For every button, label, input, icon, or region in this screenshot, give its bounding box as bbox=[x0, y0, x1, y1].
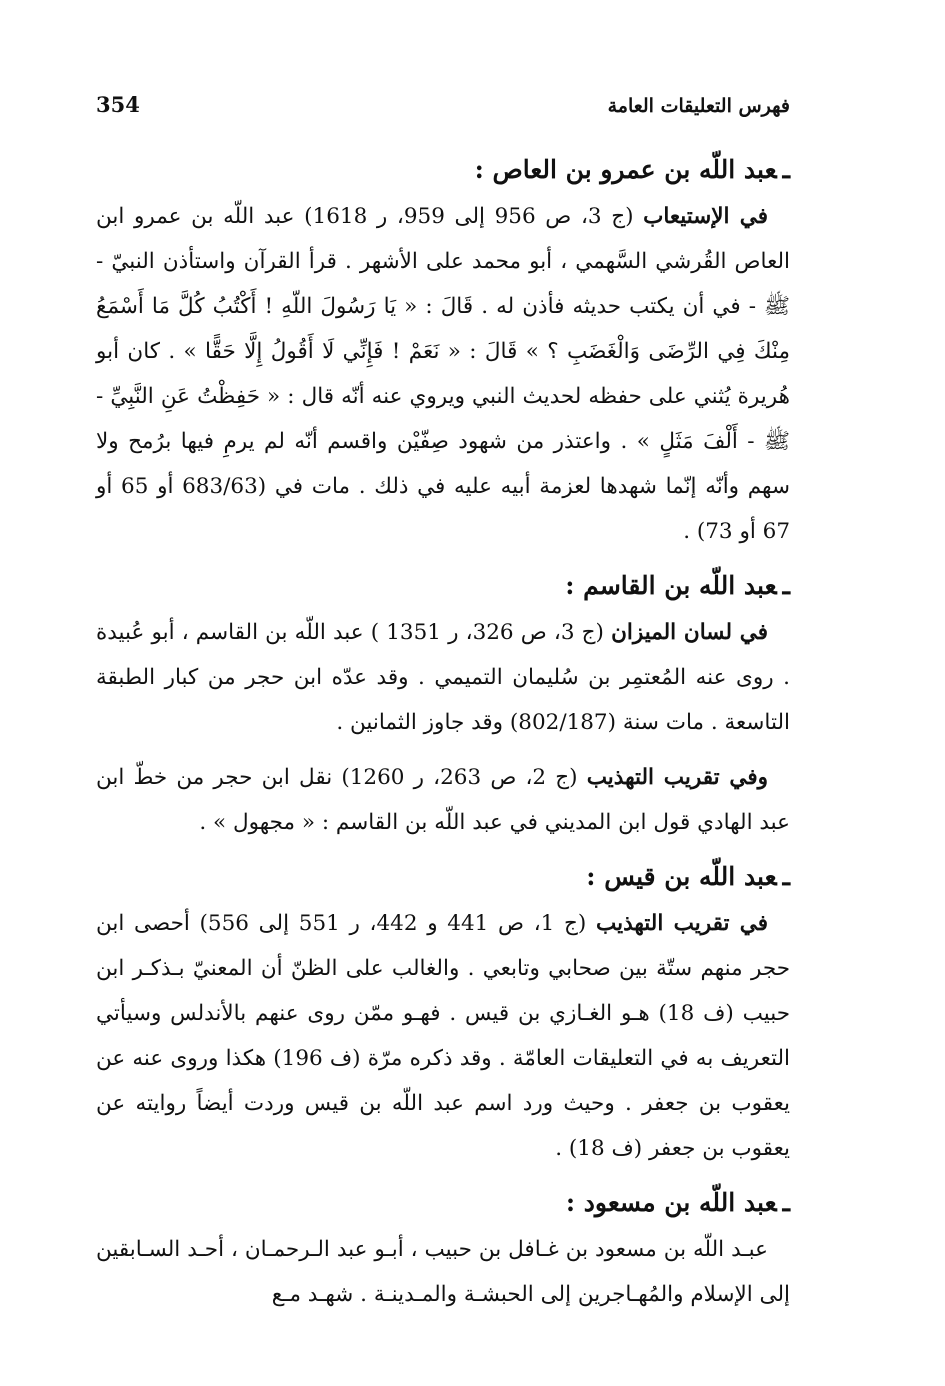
entry-abdullah-ibn-amr bbox=[96, 148, 790, 554]
source-title: وفي تقريب التهذيب bbox=[586, 765, 769, 790]
entry-dash: ـ bbox=[782, 862, 790, 891]
paragraph-text: (ج 1، ص 441 و 442، ر 551 إلى 556) أحصى ابن حجر منهم ستّة بين صحابي وتابعي . والغالب على الظنّ أن المعنيّ بـذكـر ابن حبيب (ف 18) هـو الغـازي بن قيس . فهـو ممّن روى عنهم بالأندلس وسيأتي التعريف به في التعليقات العامّة . وقد ذكره مرّة (ف 196) هكذا وروى عنه عن يعقوب بن جعفر . وحيث ورد اسم عبد اللّه بن قيس وردت أيضاً روايته عن يعقوب بن جعفر (ف 18) . bbox=[96, 911, 790, 1161]
entry-heading-text: عبد اللّه بن القاسم : bbox=[565, 571, 777, 600]
page-number: 354 bbox=[96, 92, 140, 117]
entry-dash: ـ bbox=[782, 155, 790, 184]
entry-abdullah-ibn-masud bbox=[96, 1181, 790, 1317]
entry-heading-text: عبد اللّه بن قيس : bbox=[586, 862, 777, 891]
entry-paragraph bbox=[96, 610, 790, 745]
entry-heading bbox=[96, 564, 790, 608]
entry-abdullah-ibn-al-qasim bbox=[96, 564, 790, 845]
source-title: في تقريب التهذيب bbox=[595, 911, 768, 936]
entry-dash: ـ bbox=[782, 1188, 790, 1217]
running-title: فهرس التعليقات العامة bbox=[607, 95, 790, 117]
entry-heading-text: عبد اللّه بن مسعود : bbox=[565, 1188, 777, 1217]
entry-abdullah-ibn-qays bbox=[96, 855, 790, 1171]
entry-paragraph bbox=[96, 755, 790, 845]
entry-heading bbox=[96, 1181, 790, 1225]
paragraph-text: (ج 3، ص 326، ر 1351 ) عبد اللّه بن القاسم ، أبو عُبيدة . روى عنه المُعتمِر بن سُليمان التميمي . وقد عدّه ابن حجر من كبار الطبقة التاسعة . مات سنة (802/187) وقد جاوز الثمانين . bbox=[96, 620, 790, 735]
source-title: في الإستيعاب bbox=[643, 204, 768, 229]
entry-heading bbox=[96, 855, 790, 899]
running-head bbox=[96, 92, 790, 144]
paragraph-text: (ج 2، ص 263، ر 1260) نقل ابن حجر من خطّ ابن عبد الهادي قول ابن المديني في عبد اللّه بن القاسم : « مجهول » . bbox=[96, 765, 790, 835]
source-title: في لسان الميزان bbox=[611, 620, 768, 645]
paragraph-text: عبـد اللّه بن مسعود بن غـافل بن حبيب ، أبـو عبد الـرحمـان ، أحـد السـابقين إلى الإسلام والمُهـاجرين إلى الحبشـة والمـدينـة . شهـد مـع bbox=[96, 1237, 790, 1307]
entry-paragraph bbox=[96, 1227, 790, 1317]
book-page bbox=[96, 92, 790, 1352]
entry-dash: ـ bbox=[782, 571, 790, 600]
paragraph-text: (ج 3، ص 956 إلى 959، ر 1618) عبد اللّه بن عمرو ابن العاص القُرشي السَّهمي ، أبو محمد على الأشهر . قرأ القرآن واستأذن النبيّ - ﷺ - في أن يكتب حديثه فأذن له . قَالَ : « يَا رَسُولَ اللّهِ ! أَكْتُبُ كُلَّ مَا أَسْمَعُ مِنْكَ فِي الرِّضَى وَالْغَضَبِ ؟ » قَالَ : « نَعَمْ ! فَإِنِّي لَا أَقُولُ إِلَّا حَقًّا » . كان أبو هُريرة يُثني على حفظه لحديث النبي ويروي عنه أنّه قال : « حَفِظْتُ عَنِ النَّبِيِّ - ﷺ - أَلْفَ مَثَلٍ » . واعتذر من شهود صِفّيْن واقسم أنّه لم يرمِ فيها برُمح ولا سهم وأنّه إنّما شهدها لعزمة أبيه عليه في ذلك . مات في (683/63 أو 65 أو 67 أو 73) . bbox=[96, 204, 790, 544]
entry-paragraph bbox=[96, 194, 790, 554]
entry-heading-text: عبد اللّه بن عمرو بن العاص : bbox=[474, 155, 777, 184]
entry-heading bbox=[96, 148, 790, 192]
entry-paragraph bbox=[96, 901, 790, 1171]
